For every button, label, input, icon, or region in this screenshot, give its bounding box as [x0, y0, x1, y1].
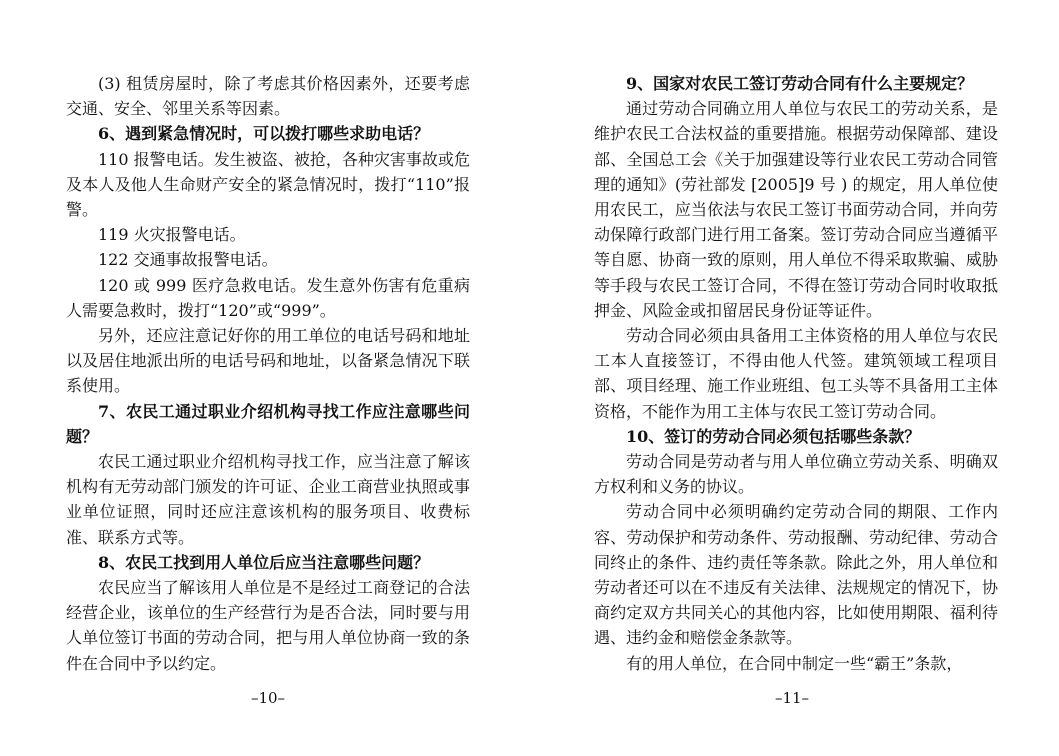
question-6-heading: 6、遇到紧急情况时，可以拨打哪些求助电话？: [98, 124, 430, 144]
left-paragraph-employer: 农民应当了解该用人单位是不是经过工商登记的合法经营企业，该单位的生产经营行为是否合法，同时要与用人单位签订书面的劳动合同，把与用人单位协商一致的条件在合同中予以约定。: [66, 578, 470, 673]
question-7-heading: 7、农民工通过职业介绍机构寻找工作应注意哪些问题？: [66, 401, 470, 446]
left-page-number: –10–: [250, 689, 286, 707]
right-page: [594, 71, 998, 676]
left-paragraph-110: 110 报警电话。发生被盗、被抢，各种灾害事故或危及本人及他人生命财产安全的紧急情况时，拨打“110”报警。: [66, 149, 470, 220]
left-paragraph-1: (3) 租赁房屋时，除了考虑其价格因素外，还要考虑交通、安全、邻里关系等因素。: [66, 74, 470, 119]
right-paragraph-unfair-terms: 有的用人单位，在合同中制定一些“霸王”条款，: [626, 653, 963, 673]
right-paragraph-clauses: 劳动合同中必须明确约定劳动合同的期限、工作内容、劳动保护和劳动条件、劳动报酬、劳动纪律、劳动合同终止的条件、违约责任等条款。除此之外，用人单位和劳动者还可以在不违反有关法律、法规规定的情况下，协商约定双方共同关心的其他内容，比如使用期限、福利待遇、违约金和赔偿金条款等。: [594, 502, 998, 648]
question-8-heading: 8、农民工找到用人单位后应当注意哪些问题？: [98, 552, 430, 572]
left-paragraph-agency: 农民工通过职业介绍机构寻找工作，应当注意了解该机构有无劳动部门颁发的许可证、企业工商营业执照或事业单位证照，同时还应注意该机构的服务项目、收费标准、联系方式等。: [66, 452, 470, 547]
right-page-number: –11–: [774, 689, 810, 707]
right-paragraph-regulation: 通过劳动合同确立用人单位与农民工的劳动关系，是维护农民工合法权益的重要措施。根据劳动保障部、建设部、全国总工会《关于加强建设等行业农民工劳动合同管理的通知》(劳社部发 [2005]9 号 ) 的规定，用人单位使用农民工，应当依法与农民工签订书面劳动合同，并向劳动保障行政部门进行用工备案。签订劳动合同应当遵循平等自愿、协商一致的原则，用人单位不得采取欺骗、威胁等手段与农民工签订合同，不得在签订劳动合同时收取抵押金、风险金或扣留居民身份证等证件。: [594, 99, 998, 320]
right-paragraph-signing: 劳动合同必须由具备用工主体资格的用人单位与农民工本人直接签订，不得由他人代签。建筑领域工程项目部、项目经理、施工作业班组、包工头等不具备用工主体资格，不能作为用工主体与农民工签订劳动合同。: [594, 326, 998, 421]
left-paragraph-122: 122 交通事故报警电话。: [98, 250, 278, 270]
left-paragraph-119: 119 火灾报警电话。: [98, 225, 246, 245]
question-10-heading: 10、签订的劳动合同必须包括哪些条款？: [626, 426, 921, 446]
left-page: [66, 71, 470, 676]
question-9-heading: 9、国家对农民工签订劳动合同有什么主要规定？: [626, 74, 974, 93]
right-paragraph-definition: 劳动合同是劳动者与用人单位确立劳动关系、明确双方权利和义务的协议。: [594, 452, 998, 497]
left-paragraph-120: 120 或 999 医疗急救电话。发生意外伤害有危重病人需要急救时，拨打“120”或“999”。: [66, 275, 470, 320]
left-paragraph-note: 另外，还应注意记好你的用工单位的电话号码和地址以及居住地派出所的电话号码和地址，以备紧急情况下联系使用。: [66, 326, 470, 396]
